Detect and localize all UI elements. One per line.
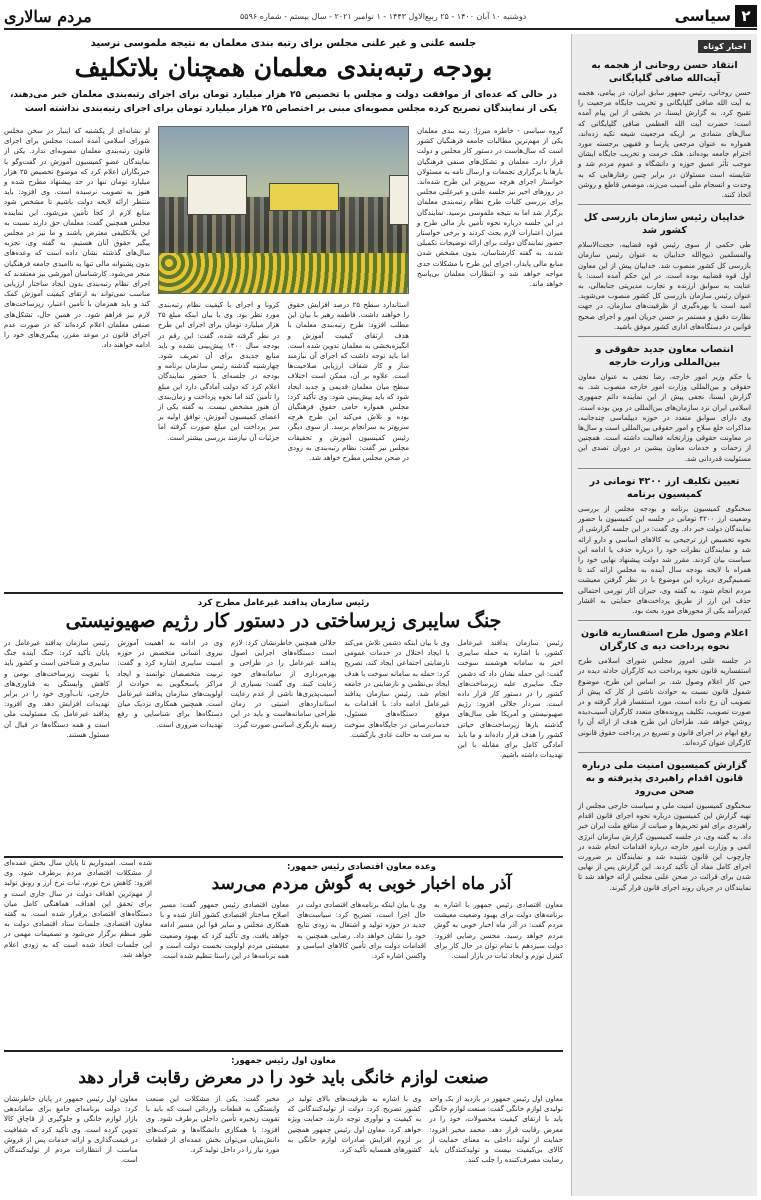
article-column: رئیس سازمان پدافند غیرعامل در پایان تأکید کرد: جنگ آینده جنگ سایبری و شناختی است و کشور باید با تقویت زیرساخت‌های بومی و کاهش وابستگی به فناوری‌های خارجی، تاب‌آوری خود را در برابر تهدیدات افزایش دهد. وی افزود: پدافند غیرعامل یک مسئولیت ملی است و همه دستگاه‌ها در قبال آن مسئول هستند. (3, 639, 110, 739)
sidebar-item (578, 59, 751, 200)
sidebar-item-body: با حکم وزیر امور خارجه، رضا نجفی به عنوان معاون حقوقی و بین‌المللی وزارت امور خارجه منصوب شد. به گزارش ایسنا، نجفی پیش از این نماینده دائم جمهوری اسلامی ایران نزد سازمان‌های بین‌المللی در وین بوده است. وی دارای سوابق متعدد در حوزه دیپلماسی چندجانبه، مذاکرات خلع سلاح و امور حقوقی بین‌المللی است و سال‌ها در معاونت حقوقی وزارتخانه فعالیت داشته است. همچنین از زحمات و خدمات معاون پیشین در دوران تصدی این مسئولیت قدردانی شد. (578, 373, 751, 463)
article-column: استاندارد سطح ۲۵ درصد افزایش حقوق را خواهند داشت. فاطمه رهبر با بیان این مطلب افزود: طرح رتبه‌بندی معلمان با هدف ارتقای کیفیت آموزش و انگیزه‌بخشی به معلمان تدوین شده است. اما باید توجه داشت که اجرای آن نیازمند ساز و کار شفاف ارزیابی صلاحیت‌ها است. علاوه بر آن، ممکن است اختلاف سطح میان معلمان قدیمی و جدید ایجاد شود که باید پیش‌بینی شود. وی تأکید کرد: مجلس همواره حامی حقوق فرهنگیان بوده و تلاش می‌کند این طرح هرچه سریع‌تر به سرانجام برسد. از سوی دیگر، رئیس کمیسیون آموزش و تحقیقات مجلس نیز گفت: نظام رتبه‌بندی به زودی در صحن مجلس مطرح خواهد شد. (287, 301, 409, 463)
page-number: ۲ (735, 5, 757, 27)
divider (578, 204, 751, 205)
lead-kicker: جلسه علنی و غیر علنی مجلس برای رتبه بندی معلمان به نتیجه ملموسی نرسید (90, 38, 477, 49)
sidebar-item (578, 627, 751, 748)
sidebar-item-title: تعیین تکلیف ارز ۴۲۰۰ تومانی در کمیسیون برنامه (589, 475, 740, 500)
date-line: دوشنبه ۱۰ آبان ۱۴۰۰ - ۲۵ ربیع‌الاول ۱۴۴۳ - ۱ نوامبر ۲۰۲۱ - سال بیستم - شماره ۵۵۹۶ (239, 11, 527, 21)
article-column: کرونا و اجرای با کیفیت نظام رتبه‌بندی مورد نظر بود. وی با بیان اینکه مبلغ ۲۵ هزار میلیارد تومان برای اجرای این طرح در نظر گرفته شده، گفت: این رقم در بودجه سال ۱۴۰۰ پیش‌بینی نشده و باید منابع جدیدی برای آن تعریف شود. چهارشنبه گذشته رئیس سازمان برنامه و بودجه در جلسه‌ای با حضور نمایندگان اعلام کرد که دولت آمادگی دارد این مبلغ را تأمین کند اما نحوه پرداخت و زمان‌بندی آن هنوز مشخص نیست. به گفته یکی از اعضای کمیسیون آموزش، توافق اولیه بر سر پرداخت این مبلغ صورت گرفته اما جزئیات آن نیازمند بررسی بیشتر است. (158, 301, 280, 442)
divider (578, 468, 751, 469)
sidebar-item-title: اعلام وصول طرح استفساریه قانون نحوه پرداخت دیه ی کارگران (581, 628, 748, 653)
sidebar-item-body: حسن روحانی، رئیس جمهور سابق ایران، در پیامی، هجمه به آیت الله صافی گلپایگانی و تخریب جایگاه مرجعیت را تقبیح کرد. به گزارش ایسنا، در بخشی از این پیام آمده است: حضرت آیت الله العظمی صافی گلپایگانی که سال‌های متمادی بر اریکه مرجعیت شیعه تکیه زده‌اند، همواره به عنوان مرجعی پارسا و فقیهی برجسته مورد احترام جامعه بوده‌اند. هتک حرمت و تخریب جایگاه ایشان موجب تأثر عمیق حوزه و دانشگاه و عموم مردم شد و شایسته است مسئولان در برابر چنین رفتارهایی که به وحدت و انسجام ملی آسیب می‌زند، موضعی قاطع و روشن اتخاذ کنند. (578, 89, 751, 200)
story-headline: آذر ماه اخبار خوبی به گوش مردم می‌رسد (211, 874, 512, 894)
article-column: رئیس سازمان پدافند غیرعامل کشور، با اشاره به حمله سایبری اخیر به سامانه هوشمند سوخت گفت: این حمله نشان داد که دشمن جنگ سایبری علیه زیرساخت‌های کشور را در دستور کار قرار داده است. سردار جلالی افزود: رژیم صهیونیستی و آمریکا طی سال‌های گذشته بارها زیرساخت‌های حیاتی کشور را هدف قرار داده‌اند و ما باید آمادگی کامل برای مقابله با این تهدیدات داشته باشیم. (457, 639, 563, 760)
article-column: معاون اول رئیس جمهور در پایان خاطرنشان کرد: دولت برنامه‌ای جامع برای ساماندهی بازار لوازم خانگی و جلوگیری از قاچاق کالا تدوین کرده است. وی تأکید کرد که شفافیت در قیمت‌گذاری و ارائه خدمات پس از فروش مناسب از انتظارات مردم از تولیدکنندگان است. (4, 1095, 138, 1165)
story-kicker: معاون اول رئیس جمهور: (231, 1056, 336, 1066)
sidebar-item (578, 343, 751, 464)
story-headline: صنعت لوازم خانگی باید خود را در معرض رقابت قرار دهد (78, 1068, 489, 1088)
lead-headline: بودجه رتبه‌بندی معلمان همچنان بلاتکلیف (74, 53, 493, 82)
protest-photo (158, 126, 409, 294)
divider (578, 752, 751, 753)
sidebar-item-body: طی حکمی از سوی رئیس قوه قضاییه، حجت‌الاسلام والمسلمین ذبیح‌الله خداییان به عنوان رئیس سازمان بازرسی کل کشور منصوب شد. خداییان پیش از این معاون اول قوه قضاییه بوده است. در این حکم آمده است: با عنایت به سوابق ارزنده و تجارب مدیریتی جنابعالی، به عنوان رئیس سازمان بازرسی کل کشور منصوب می‌شوید. امید است با بهره‌گیری از ظرفیت‌های سازمان، در جهت نظارت دقیق و مستمر بر حسن جریان امور و اجرای صحیح قوانین در دستگاه‌های اداری کشور موفق باشید. (578, 241, 751, 331)
article-column: شده است. امیدواریم تا پایان سال بخش عمده‌ای از مشکلات اقتصادی مردم برطرف شود. وی افزود: کاهش نرخ تورم، ثبات نرخ ارز و رونق تولید از مهم‌ترین اهداف دولت در سال جاری است و برای تحقق این اهداف، هماهنگی کامل میان دستگاه‌های اقتصادی برقرار شده است. به گفته معاون اقتصادی، جلسات ستاد اقتصادی دولت به طور منظم برگزار می‌شود و تصمیمات مهمی در این جلسات اتخاذ شده است که به زودی اعلام خواهد شد. (4, 859, 152, 959)
newspaper-logo: مردم سالاری (4, 6, 92, 26)
sidebar-item-body: سخنگوی کمیسیون برنامه و بودجه مجلس از بررسی وضعیت ارز ۴۲۰۰ تومانی در جلسه این کمیسیون با حضور نمایندگان دولت خبر داد. وی گفت: در این جلسه گزارشی از نحوه تخصیص ارز ترجیحی به کالاهای اساسی و دارو ارائه شد و نمایندگان نظرات خود را درباره حذف یا ادامه این سیاست بیان کردند. مقرر شد دولت پیشنهاد نهایی خود را همراه با لایحه بودجه سال آینده به مجلس ارائه کند تا تصمیم‌گیری درباره این موضوع با در نظر گرفتن معیشت مردم انجام شود. به گفته وی، جبران آثار تورمی احتمالی حذف این ارز از طریق پرداخت‌های حمایتی به اقشار کم‌درآمد یکی از محورهای مورد بحث بود. (578, 504, 752, 615)
appliance-story (4, 1050, 563, 1196)
sidebar-item-body: در جلسه علنی امروز مجلس شورای اسلامی طرح استفساریه قانون نحوه پرداخت دیه کارگران حادثه دیده در حین کار اعلام وصول شد. بر اساس این طرح، موضوع شمول قانون نسبت به حوادث ناشی از کار که پیش از تصویب آن رخ داده است، مورد استفسار قرار گرفته و در صورت تصویب، تکلیف پرونده‌های متعدد کارگران آسیب‌دیده روشن خواهد شد. طراحان این طرح هدف از ارائه آن را رفع ابهام در اجرای قانون و تسریع در پرداخت حقوق قانونی کارگران عنوان کرده‌اند. (578, 657, 751, 747)
cyber-story (4, 592, 563, 854)
article-column: وی با اشاره به ظرفیت‌های بالای تولید در کشور تصریح کرد: دولت از تولیدکنندگانی که به کیفیت و نوآوری توجه دارند، حمایت ویژه خواهد کرد. معاون اول رئیس جمهور همچنین بر لزوم افزایش صادرات لوازم خانگی به کشورهای همسایه تأکید کرد. (287, 1095, 422, 1155)
main-content (4, 34, 563, 1196)
story-kicker: وعده معاون اقتصادی رئیس جمهور: (287, 862, 436, 872)
economy-story (4, 856, 563, 1048)
lead-summary: در حالی که عده‌ای از موافقت دولت و مجلس با تخصیص ۲۵ هزار میلیارد تومان برای اجرای رتبه‌بندی معلمان خبر می‌دهند، یکی از نمایندگان تصریح کرده مجلس مصوبه‌ای مبنی بر اختصاص ۲۵ هزار میلیارد تومان برای اجرای رتبه‌بندی نداشته است (10, 90, 558, 114)
article-column: وی در ادامه به اهمیت آموزش نیروی انسانی متخصص در حوزه امنیت سایبری اشاره کرد و گفت: تربیت متخصصان توانمند و ایجاد مراکز پاسخگویی به حوادث از اولویت‌های سازمان پدافند غیرعامل است. همچنین همکاری نزدیک میان دستگاه‌ها برای شناسایی و رفع تهدیدات ضروری است. (117, 639, 223, 729)
article-column: معاون اقتصادی رئیس جمهور گفت: مسیر اصلاح ساختار اقتصادی کشور آغاز شده و با همکاری مجلس و سایر قوا این مسیر ادامه خواهد یافت. وی تأکید کرد که بهبود وضعیت معیشتی مردم اولویت نخست دولت است و همه برنامه‌ها در این راستا تنظیم شده است. (160, 901, 289, 961)
story-headline: جنگ سایبری زیرساختی در دستور کار رژیم صهیونیستی (65, 610, 502, 632)
sidebar-item (578, 475, 751, 616)
story-kicker: رئیس سازمان پدافند غیرعامل مطرح کرد (197, 598, 370, 608)
article-column: مخبر گفت: یکی از مشکلات این صنعت وابستگی به قطعات وارداتی است که باید با تقویت زنجیره تأمین داخلی برطرف شود. وی افزود: با همکاری دانشگاه‌ها و شرکت‌های دانش‌بنیان می‌توان بخش عمده‌ای از قطعات مورد نیاز را در داخل تولید کرد. (145, 1095, 280, 1155)
sidebar-item-body: سخنگوی کمیسیون امنیت ملی و سیاست خارجی مجلس از تهیه گزارش این کمیسیون درباره نحوه اجرای قانون اقدام راهبردی برای لغو تحریم‌ها و صیانت از منافع ملت ایران خبر داد. به گفته وی، در جلسه کمیسیون گزارش سازمان انرژی اتمی و وزارت امور خارجه درباره اقدامات انجام شده در چارچوب این قانون شنیده شد و نمایندگان بر ضرورت اجرای کامل مفاد آن تأکید کردند. این گزارش پس از نهایی شدن برای قرائت در صحن علنی مجلس ارائه خواهد شد تا نمایندگان در جریان روند اجرای قانون قرار گیرند. (578, 801, 751, 892)
masthead (4, 4, 757, 30)
section-name: سیاسی (674, 7, 731, 25)
sidebar-item-title: انتقاد حسن روحانی از هجمه به آیت‌الله صافی گلپایگانی (591, 60, 738, 84)
article-column: جلالی همچنین خاطرنشان کرد: لازم است دستگاه‌های اجرایی اصول پدافند غیرعامل را در طراحی و بهره‌برداری از سامانه‌های خود رعایت کنند. وی گفت: بسیاری از آسیب‌پذیری‌ها ناشی از عدم رعایت استانداردهای امنیتی در زمان طراحی سامانه‌هاست و باید در این زمینه بازنگری اساسی صورت گیرد. (230, 639, 337, 729)
sidebar-item (578, 211, 751, 332)
divider (578, 620, 751, 621)
article-column: گروه سیاسی - خاطره میرزا: رتبه بندی معلمان یکی از مهم‌ترین مطالبات جامعه فرهنگیان کشور است که سال‌هاست در دستور کار مجلس و دولت قرار دارد. معلمان و تشکل‌های صنفی فرهنگیان بارها با برگزاری تجمعات و ارسال نامه به مسئولان خواستار اجرای هرچه سریع‌تر این طرح شده‌اند. در روزهای اخیر نیز جلسه علنی و غیرعلنی مجلس برای بررسی کلیات طرح نظام رتبه‌بندی معلمان برگزار شد اما به نتیجه ملموسی نرسید. نمایندگان در این جلسه درباره نحوه تأمین بار مالی طرح و میزان اعتبارات لازم بحث کردند و برخی خواستار حضور نمایندگان دولت برای ارائه توضیحات تکمیلی شدند. به گفته کارشناسان، بدون مشخص شدن منابع مالی پایدار، اجرای این طرح با مشکلات جدی مواجه خواهد شد و انتظارات معلمان بی‌پاسخ خواهد ماند. (417, 127, 563, 289)
sidebar-item-title: گزارش کمیسیون امنیت ملی درباره قانون اقدام راهبردی پذیرفته و به صحن می‌رود (582, 759, 747, 797)
article-column: معاون اقتصادی رئیس جمهور با اشاره به برنامه‌های دولت برای بهبود وضعیت معیشت مردم گفت: در آذر ماه اخبار خوبی به گوش مردم خواهد رسید. محسن رضایی افزود: دولت سیزدهم با تمام توان در حال کار برای کنترل تورم و ایجاد ثبات در بازار است. (434, 901, 563, 961)
sidebar-item-title: انتصاب معاون جدید حقوقی و بین‌المللی وزارت خارجه (595, 344, 734, 369)
sidebar-item (578, 759, 751, 893)
article-column: معاون اول رئیس جمهور در بازدید از یک واحد تولیدی لوازم خانگی گفت: صنعت لوازم خانگی باید با ارتقای کیفیت محصولات، خود را در معرض رقابت قرار دهد. محمد مخبر افزود: حمایت از تولید داخلی به معنای حمایت از کالای بی‌کیفیت نیست و تولیدکنندگان باید رضایت مصرف‌کننده را جلب کنند. (429, 1095, 563, 1165)
divider (578, 336, 751, 337)
article-column: وی با بیان اینکه برنامه‌های اقتصادی دولت در حال اجرا است، تصریح کرد: سیاست‌های جدید در حوزه تولید و اشتغال به زودی نتایج خود را نشان خواهد داد. رضایی همچنین به اقدامات دولت برای تأمین کالاهای اساسی و واکسن اشاره کرد. (297, 901, 426, 961)
sidebar-item-title: خداپیان رئیس سازمان بازرسی کل کشور شد (583, 212, 746, 237)
article-column: وی با بیان اینکه دشمن تلاش می‌کند با ایجاد اختلال در خدمات عمومی نارضایتی اجتماعی ایجاد کند، تصریح کرد: حمله به سامانه سوخت با هدف ایجاد بی‌نظمی و نارضایتی در جامعه انجام شد. رئیس سازمان پدافند غیرعامل ادامه داد: با اقدامات به موقع دستگاه‌های مسئول، خدمات‌رسانی در جایگاه‌های سوخت به سرعت به حالت عادی بازگشت. (344, 639, 450, 739)
sidebar-label: اخبار کوتاه (698, 40, 751, 53)
section-header (675, 5, 757, 27)
lead-story-body (4, 126, 563, 592)
news-brief-sidebar (571, 34, 757, 1196)
article-column: او نشانه‌ای از یکشنبه که اینبار در سخن مجلس شورای اسلامی آمده است: مجلس برای اجرای قانون رتبه‌بندی معلمان مصوبه‌ای ندارد. یکی از نمایندگان عضو کمیسیون آموزش در گفت‌وگو با خبرنگاران اعلام کرد که موضوع تخصیص ۲۵ هزار میلیارد تومان تنها در حد پیشنهاد مطرح شده و هنوز به تصویب نرسیده است. وی افزود: باید منتظر ارائه لایحه دولت باشیم تا مشخص شود منابع لازم از کجا تأمین می‌شود. این نماینده مجلس همچنین گفت: معلمان حق دارند نسبت به این بلاتکلیفی معترض باشند و ما نیز در مجلس پیگیر حقوق آنان هستیم. به گفته وی، تجربه سال‌های گذشته نشان داده است که وعده‌های بدون پشتوانه مالی تنها به ناامیدی جامعه فرهنگیان منجر می‌شود. کارشناسان آموزشی نیز معتقدند که اجرای نظام رتبه‌بندی بدون ایجاد ساختار ارزیابی مناسب نمی‌تواند به ارتقای کیفیت آموزش کمک کند و باید همزمان با تأمین اعتبار، زیرساخت‌های لازم نیز فراهم شود. در همین حال، تشکل‌های صنفی معلمان اعلام کرده‌اند که در صورت عدم اجرای قانون در موعد مقرر، پیگیری‌های خود را ادامه خواهند داد. (4, 127, 150, 350)
